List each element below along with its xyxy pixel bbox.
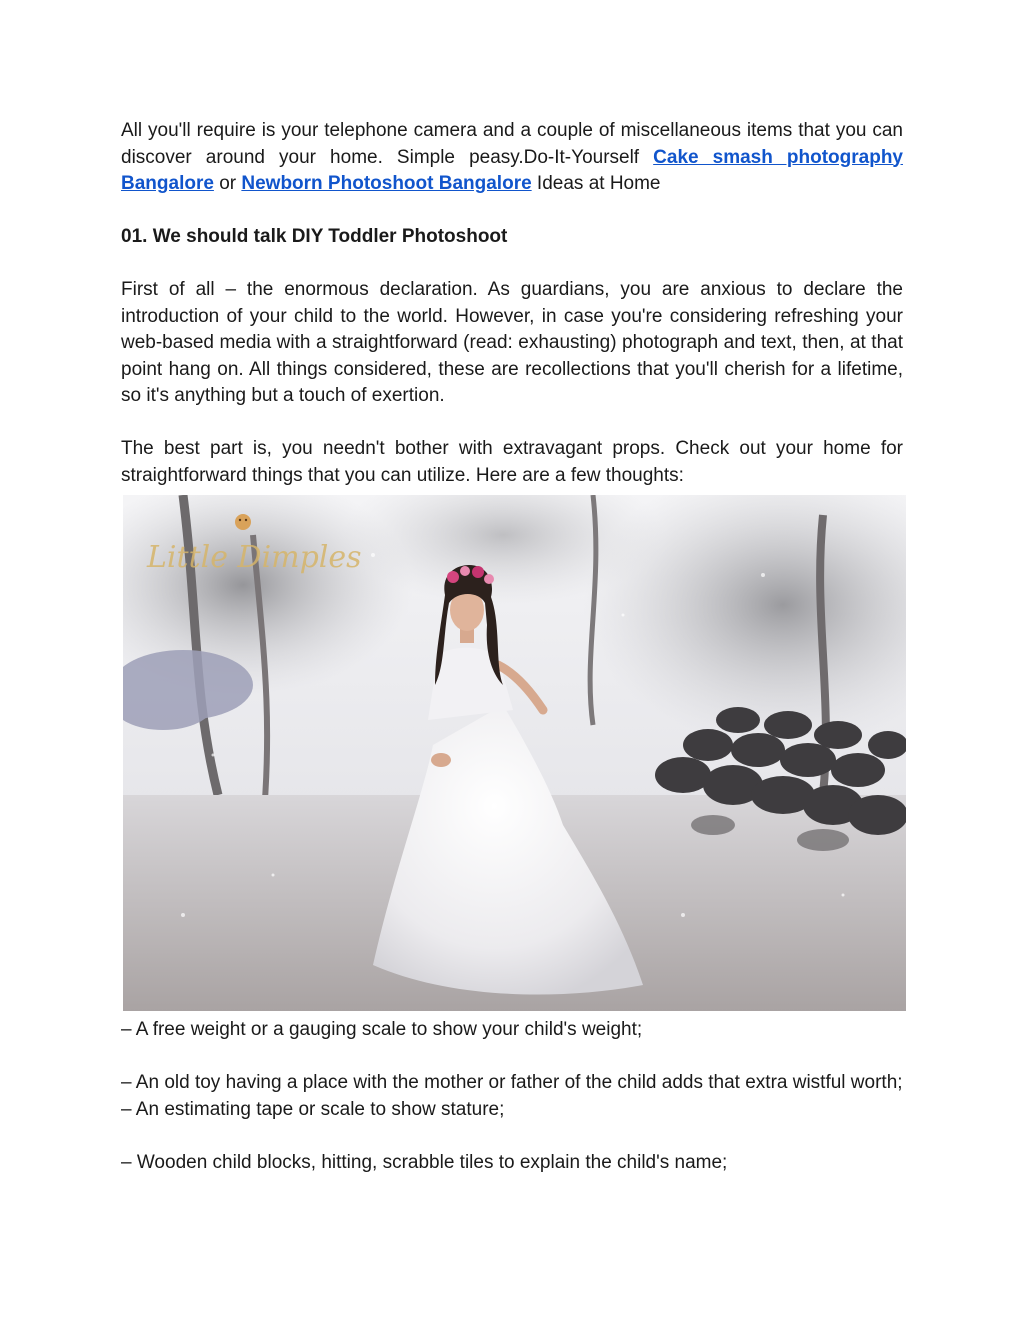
intro-text-1: All you'll require is your telephone camera and a couple of miscellaneous items that you can discover around your home. Simple peasy.Do-It-Yourself: [121, 120, 903, 168]
watermark-text: Little Dimples: [147, 540, 362, 575]
list-item-tape: – An estimating tape or scale to show stature;: [121, 1098, 505, 1120]
paragraph-props: The best part is, you needn't bother with extravagant props. Check out your home for straightforward things that you can utilize. Here are a few thoughts:: [121, 438, 903, 486]
list-item-blocks: – Wooden child blocks, hitting, scrabble tiles to explain the child's name;: [121, 1151, 728, 1173]
ideas-list: [121, 1017, 903, 1176]
section-heading: 01. We should talk DIY Toddler Photoshoot: [121, 226, 508, 247]
document-body: [121, 118, 903, 489]
maternity-photo: [123, 495, 906, 1011]
intro-paragraph: [121, 118, 903, 198]
intro-text-3: Ideas at Home: [531, 173, 661, 194]
newborn-photoshoot-link[interactable]: Newborn Photoshoot Bangalore: [241, 173, 532, 194]
paragraph-declaration: First of all – the enormous declaration. As guardians, you are anxious to declare the introduction of your child to the world. However, in case you're considering refreshing your web-based media with a straightforward (read: exhausting) photograph and text, then, at that point hang on. All things considered, these are recollections that you'll cherish for a lifetime, so it's anything but a touch of exertion.: [121, 279, 903, 406]
intro-text-2: or: [213, 173, 242, 194]
list-item-old-toy: – An old toy having a place with the mother or father of the child adds that extra wistful worth;: [121, 1072, 903, 1093]
photo-illustration: [123, 495, 906, 1011]
list-item-weight: – A free weight or a gauging scale to show your child's weight;: [121, 1019, 643, 1040]
cake-smash-link[interactable]: Cake smash photography Bangalore: [121, 146, 903, 194]
